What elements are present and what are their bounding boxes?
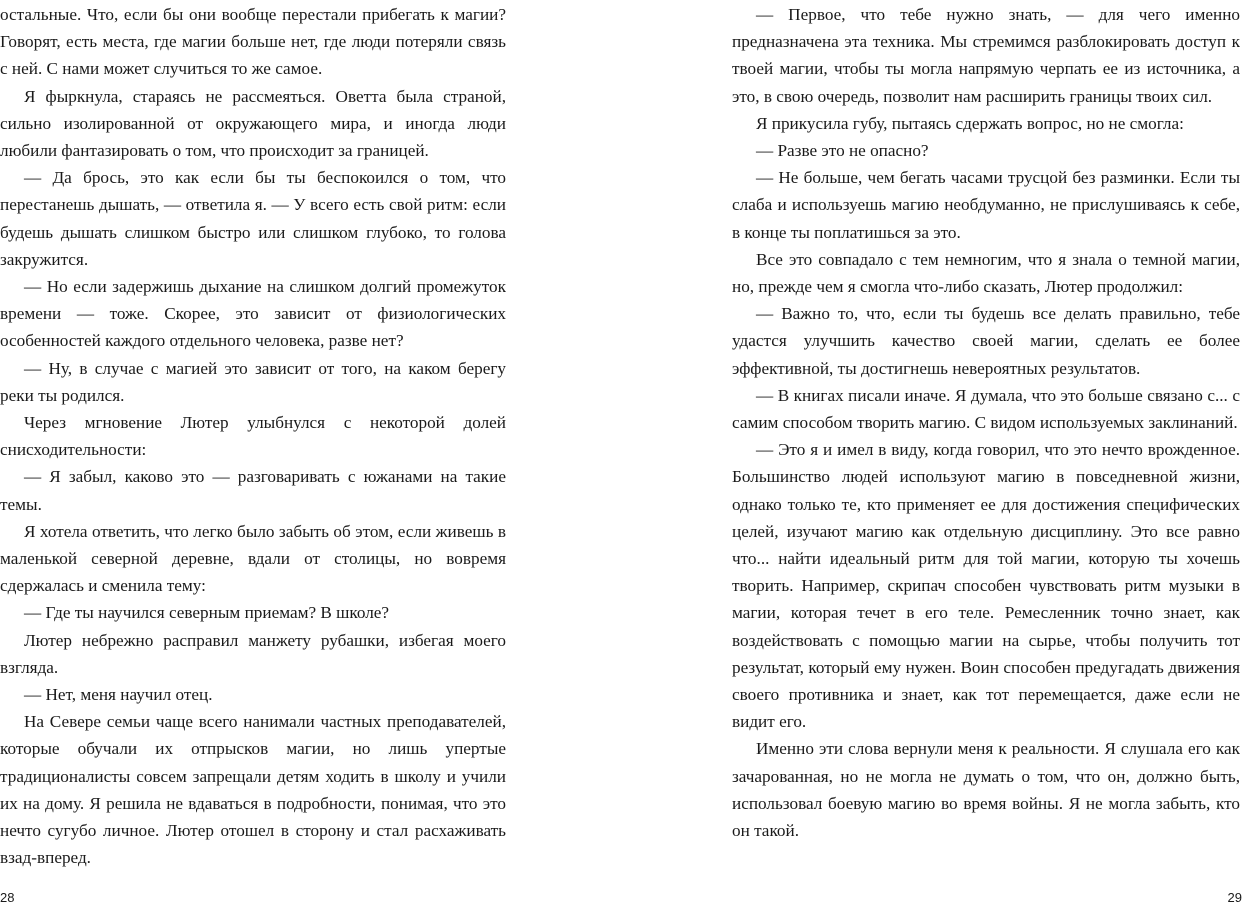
paragraph: — Но если задержишь дыхание на слишком долгий промежуток времени — тоже. Скорее, это зависит от физиологических особенностей каждого отдельного человека, разве нет? (0, 277, 506, 351)
page-number-left: 28 (0, 890, 15, 905)
paragraph: — Ну, в случае с магией это зависит от того, на каком берегу реки ты родился. (0, 358, 506, 405)
right-page-text (732, 1, 1240, 844)
paragraph: — Важно то, что, если ты будешь все делать правильно, тебе удастся улучшить качество своей магии, сделать ее более эффективной, ты достигнешь невероятных результатов. (732, 304, 1240, 378)
paragraph: Через мгновение Лютер улыбнулся с некоторой долей снисходительности: (0, 413, 506, 460)
paragraph: — Где ты научился северным приемам? В школе? (24, 603, 390, 623)
paragraph: Я хотела ответить, что легко было забыть об этом, если живешь в маленькой северной деревне, вдали от столицы, но вовремя сдержалась и сменила тему: (0, 521, 506, 596)
paragraph: Все это совпадало с тем немногим, что я знала о темной магии, но, прежде чем я смогла что-либо сказать, Лютер продолжил: (732, 249, 1240, 297)
paragraph: — Разве это не опасно? (756, 141, 929, 161)
paragraph: — Не больше, чем бегать часами трусцой без разминки. Если ты слаба и используешь магию необдуманно, не прислушиваясь к себе, в конце ты поплатишься за это. (732, 168, 1240, 242)
paragraph: На Севере семьи чаще всего нанимали частных преподавателей, которые обучали их отпрысков магии, но лишь упертые традиционалисты совсем запрещали детям ходить в школу и учили их на дому. Я решила не вдаваться в подробности, понимая, что это нечто сугубо личное. Лютер отошел в сторону и стал расхаживать взад-вперед. (0, 712, 506, 868)
paragraph: — Это я и имел в виду, когда говорил, что это нечто врожденное. Большинство людей используют магию в повседневной жизни, однако только те, кто применяет ее для достижения специфических целей, изучают магию как отдельную дисциплину. Это все равно что... найти идеальный ритм для той магии, которую ты хочешь творить. Например, скрипач способен чувствовать ритм музыки в магии, которая течет в его теле. Ремесленник точно знает, как воздействовать с помощью магии на сырье, чтобы получить тот результат, который ему нужен. Воин способен предугадать движения своего противника и знает, как тот перемещается, даже если не видит его. (732, 440, 1240, 732)
paragraph: Я фыркнула, стараясь не рассмеяться. Оветта была страной, сильно изолированной от окружающего мира, и иногда люди любили фантазировать о том, что происходит за границей. (0, 86, 506, 161)
paragraph: остальные. Что, если бы они вообще перестали прибегать к магии? Говорят, есть места, где магии больше нет, где люди потеряли связь с ней. С нами может случиться то же самое. (0, 5, 506, 79)
page-number-right: 29 (1227, 890, 1242, 905)
paragraph: — Я забыл, каково это — разговаривать с южанами на такие темы. (0, 467, 506, 514)
paragraph: — В книгах писали иначе. Я думала, что это больше связано с... с самим способом творить магию. С видом используемых заклинаний. (732, 385, 1240, 433)
paragraph: Лютер небрежно расправил манжету рубашки, избегая моего взгляда. (0, 630, 506, 677)
paragraph: — Нет, меня научил отец. (24, 685, 213, 705)
paragraph: — Да брось, это как если бы ты беспокоился о том, что перестанешь дышать, — ответила я. — У всего есть свой ритм: если будешь дышать слишком быстро или слишком глубоко, то голова закружится. (0, 168, 506, 269)
left-page-text (0, 1, 506, 872)
paragraph: — Первое, что тебе нужно знать, — для чего именно предназначена эта техника. Мы стремимся разблокировать доступ к твоей магии, чтобы ты могла напрямую черпать ее из источника, а это, в свою очередь, позволит нам расширить границы твоих сил. (732, 5, 1240, 106)
paragraph: Именно эти слова вернули меня к реальности. Я слушала его как зачарованная, но не могла не думать о том, что он, должно быть, использовал боевую магию во время войны. Я не могла забыть, кто он такой. (732, 739, 1240, 841)
paragraph: Я прикусила губу, пытаясь сдержать вопрос, но не смогла: (756, 113, 1184, 133)
